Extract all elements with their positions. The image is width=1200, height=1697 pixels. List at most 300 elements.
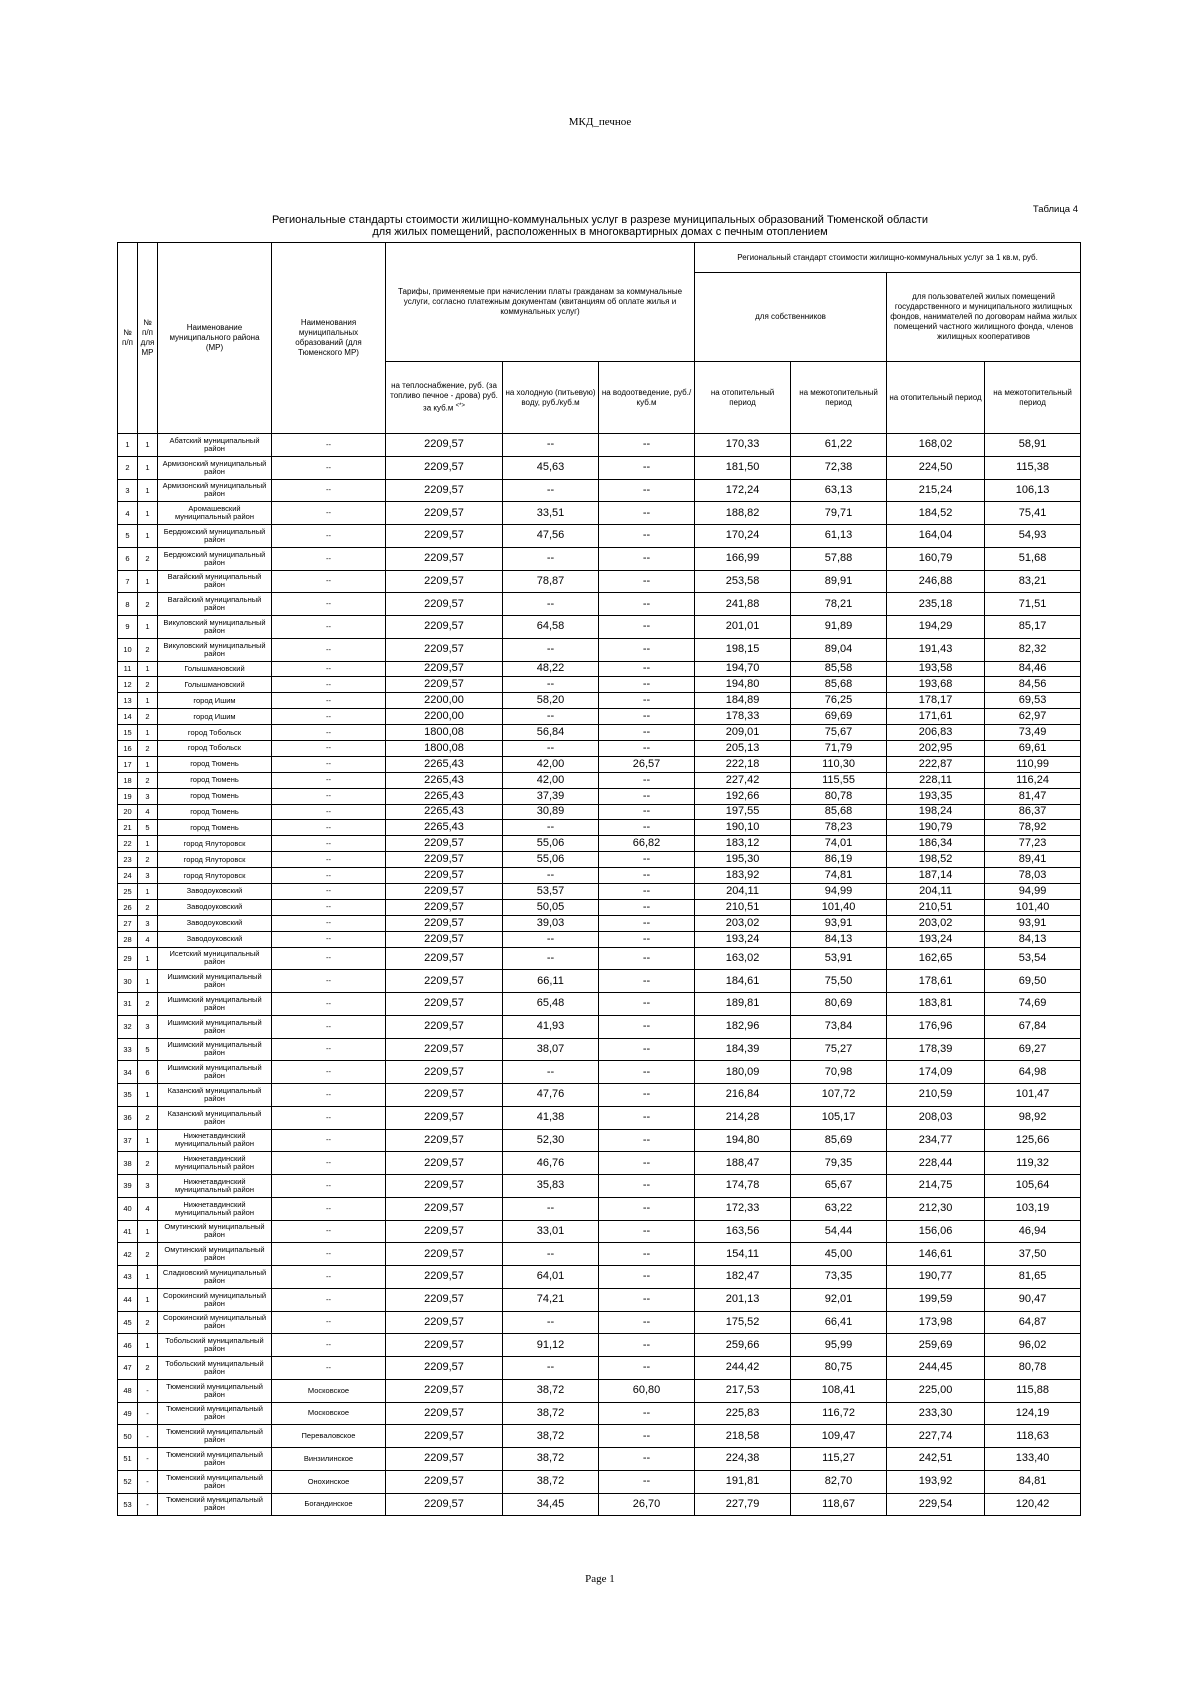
- sewerage-tariff: --: [599, 570, 695, 593]
- tenants-non-heating-value: 89,41: [985, 852, 1081, 868]
- row-number: 4: [118, 502, 138, 525]
- tenants-non-heating-value: 84,46: [985, 661, 1081, 677]
- owners-non-heating-value: 118,67: [791, 1493, 887, 1516]
- row-number: 36: [118, 1106, 138, 1129]
- row-number: 29: [118, 947, 138, 970]
- row-number: 3: [118, 479, 138, 502]
- cold-water-tariff: 47,56: [503, 525, 599, 548]
- tenants-heating-value: 173,98: [887, 1311, 985, 1334]
- table-row: [118, 693, 1081, 709]
- owners-heating-value: 184,61: [695, 970, 791, 993]
- municipality-name: --: [272, 661, 386, 677]
- owners-non-heating-value: 61,22: [791, 434, 887, 457]
- district-name: Заводоуковский: [158, 931, 272, 947]
- owners-heating-value: 170,24: [695, 525, 791, 548]
- cold-water-tariff: 58,20: [503, 693, 599, 709]
- row-number: 39: [118, 1175, 138, 1198]
- district-name: Викуловский муниципальный район: [158, 638, 272, 661]
- table-row: [118, 947, 1081, 970]
- district-name: Абатский муниципальный район: [158, 434, 272, 457]
- tenants-non-heating-value: 124,19: [985, 1402, 1081, 1425]
- cold-water-tariff: 38,72: [503, 1379, 599, 1402]
- owners-heating-value: 190,10: [695, 820, 791, 836]
- header-tariffs-group: Тарифы, применяемые при начислении платы гражданам за коммунальные услуги, согласно платежным документам (квитанциям об оплате жилья и коммунальных услуг): [386, 243, 695, 362]
- tenants-heating-value: 222,87: [887, 756, 985, 772]
- cold-water-tariff: 38,72: [503, 1425, 599, 1448]
- table-row: [118, 788, 1081, 804]
- table-row: [118, 1311, 1081, 1334]
- tenants-heating-value: 229,54: [887, 1493, 985, 1516]
- tenants-heating-value: 212,30: [887, 1197, 985, 1220]
- owners-heating-value: 201,01: [695, 616, 791, 639]
- sewerage-tariff: --: [599, 1334, 695, 1357]
- owners-non-heating-value: 116,72: [791, 1402, 887, 1425]
- sub-number: 2: [138, 1106, 158, 1129]
- sub-number: 2: [138, 1152, 158, 1175]
- owners-heating-value: 182,96: [695, 1015, 791, 1038]
- row-number: 43: [118, 1266, 138, 1289]
- tenants-non-heating-value: 64,87: [985, 1311, 1081, 1334]
- sub-number: 5: [138, 1038, 158, 1061]
- heat-tariff: 2209,57: [386, 868, 503, 884]
- tenants-non-heating-value: 101,40: [985, 899, 1081, 915]
- owners-heating-value: 203,02: [695, 915, 791, 931]
- table-row: [118, 1152, 1081, 1175]
- row-number: 1: [118, 434, 138, 457]
- header-sewerage: на водоотведение, руб./куб.м: [599, 362, 695, 434]
- heat-tariff: 2209,57: [386, 1038, 503, 1061]
- row-number: 45: [118, 1311, 138, 1334]
- table-row: [118, 709, 1081, 725]
- district-name: Армизонский муниципальный район: [158, 479, 272, 502]
- district-name: Омутинский муниципальный район: [158, 1243, 272, 1266]
- sewerage-tariff: --: [599, 852, 695, 868]
- tenants-heating-value: 193,68: [887, 677, 985, 693]
- district-name: город Тобольск: [158, 740, 272, 756]
- heat-tariff: 2209,57: [386, 993, 503, 1016]
- tenants-heating-value: 183,81: [887, 993, 985, 1016]
- sub-number: 1: [138, 725, 158, 741]
- owners-non-heating-value: 78,21: [791, 593, 887, 616]
- heat-tariff: 2265,43: [386, 804, 503, 820]
- tenants-heating-value: 193,35: [887, 788, 985, 804]
- district-name: Тюменский муниципальный район: [158, 1470, 272, 1493]
- owners-heating-value: 218,58: [695, 1425, 791, 1448]
- sub-number: 2: [138, 709, 158, 725]
- sewerage-tariff: --: [599, 677, 695, 693]
- district-name: город Тюмень: [158, 804, 272, 820]
- sewerage-tariff: --: [599, 525, 695, 548]
- table-header: [118, 243, 1081, 434]
- district-name: Тюменский муниципальный район: [158, 1448, 272, 1471]
- owners-heating-value: 259,66: [695, 1334, 791, 1357]
- tenants-non-heating-value: 98,92: [985, 1106, 1081, 1129]
- row-number: 31: [118, 993, 138, 1016]
- table-row: [118, 1448, 1081, 1471]
- owners-heating-value: 216,84: [695, 1084, 791, 1107]
- tenants-heating-value: 210,59: [887, 1084, 985, 1107]
- owners-heating-value: 194,80: [695, 677, 791, 693]
- heat-tariff: 2209,57: [386, 616, 503, 639]
- sub-number: 1: [138, 883, 158, 899]
- sub-number: 1: [138, 836, 158, 852]
- municipality-name: --: [272, 740, 386, 756]
- sub-number: 1: [138, 1288, 158, 1311]
- sewerage-tariff: --: [599, 1084, 695, 1107]
- table-row: [118, 677, 1081, 693]
- tenants-non-heating-value: 73,49: [985, 725, 1081, 741]
- table-row: [118, 725, 1081, 741]
- tenants-non-heating-value: 78,03: [985, 868, 1081, 884]
- cold-water-tariff: 41,38: [503, 1106, 599, 1129]
- owners-heating-value: 241,88: [695, 593, 791, 616]
- heat-tariff: 2209,57: [386, 1015, 503, 1038]
- owners-non-heating-value: 101,40: [791, 899, 887, 915]
- sub-number: 2: [138, 772, 158, 788]
- sub-number: 1: [138, 456, 158, 479]
- tenants-heating-value: 160,79: [887, 547, 985, 570]
- tenants-heating-value: 204,11: [887, 883, 985, 899]
- tenants-heating-value: 193,92: [887, 1470, 985, 1493]
- sub-number: 1: [138, 616, 158, 639]
- owners-heating-value: 172,33: [695, 1197, 791, 1220]
- heat-tariff: 2209,57: [386, 1266, 503, 1289]
- owners-heating-value: 172,24: [695, 479, 791, 502]
- header-tenants-non-heating: на межотопительный период: [985, 362, 1081, 434]
- cold-water-tariff: 38,72: [503, 1402, 599, 1425]
- tenants-non-heating-value: 69,53: [985, 693, 1081, 709]
- district-name: Сорокинский муниципальный район: [158, 1311, 272, 1334]
- tenants-heating-value: 178,61: [887, 970, 985, 993]
- cold-water-tariff: 64,58: [503, 616, 599, 639]
- tenants-non-heating-value: 64,98: [985, 1061, 1081, 1084]
- owners-heating-value: 217,53: [695, 1379, 791, 1402]
- heat-tariff: 2209,57: [386, 1357, 503, 1380]
- tenants-heating-value: 233,30: [887, 1402, 985, 1425]
- heat-tariff: 2209,57: [386, 1334, 503, 1357]
- owners-non-heating-value: 115,27: [791, 1448, 887, 1471]
- header-heat-footnote-mark: <*>: [455, 403, 465, 410]
- cold-water-tariff: --: [503, 709, 599, 725]
- district-name: Голышмановский: [158, 677, 272, 693]
- heat-tariff: 2209,57: [386, 547, 503, 570]
- header-owners-heating: на отопительный период: [695, 362, 791, 434]
- heat-tariff: 2209,57: [386, 836, 503, 852]
- tenants-non-heating-value: 90,47: [985, 1288, 1081, 1311]
- table-row: [118, 616, 1081, 639]
- municipality-name: --: [272, 756, 386, 772]
- sub-number: 2: [138, 899, 158, 915]
- cold-water-tariff: --: [503, 638, 599, 661]
- sewerage-tariff: 66,82: [599, 836, 695, 852]
- sub-number: -: [138, 1425, 158, 1448]
- sewerage-tariff: --: [599, 638, 695, 661]
- sub-number: 2: [138, 593, 158, 616]
- municipality-name: --: [272, 970, 386, 993]
- district-name: Аромашевский муниципальный район: [158, 502, 272, 525]
- owners-heating-value: 181,50: [695, 456, 791, 479]
- tenants-heating-value: 191,43: [887, 638, 985, 661]
- sewerage-tariff: --: [599, 1266, 695, 1289]
- sub-number: 1: [138, 1084, 158, 1107]
- owners-heating-value: 183,92: [695, 868, 791, 884]
- owners-non-heating-value: 70,98: [791, 1061, 887, 1084]
- district-name: Вагайский муниципальный район: [158, 570, 272, 593]
- cold-water-tariff: 34,45: [503, 1493, 599, 1516]
- tenants-heating-value: 146,61: [887, 1243, 985, 1266]
- table-row: [118, 931, 1081, 947]
- tenants-heating-value: 168,02: [887, 434, 985, 457]
- owners-non-heating-value: 85,68: [791, 677, 887, 693]
- sewerage-tariff: --: [599, 456, 695, 479]
- heat-tariff: 2209,57: [386, 1288, 503, 1311]
- district-name: город Тюмень: [158, 820, 272, 836]
- heat-tariff: 2209,57: [386, 502, 503, 525]
- tenants-non-heating-value: 86,37: [985, 804, 1081, 820]
- row-number: 34: [118, 1061, 138, 1084]
- tenants-heating-value: 203,02: [887, 915, 985, 931]
- sewerage-tariff: 26,57: [599, 756, 695, 772]
- row-number: 17: [118, 756, 138, 772]
- municipality-name: --: [272, 931, 386, 947]
- owners-non-heating-value: 94,99: [791, 883, 887, 899]
- municipality-name: --: [272, 820, 386, 836]
- sub-number: -: [138, 1448, 158, 1471]
- heat-tariff: 2209,57: [386, 570, 503, 593]
- tenants-non-heating-value: 67,84: [985, 1015, 1081, 1038]
- owners-non-heating-value: 74,81: [791, 868, 887, 884]
- owners-non-heating-value: 63,22: [791, 1197, 887, 1220]
- cold-water-tariff: 47,76: [503, 1084, 599, 1107]
- municipality-name: --: [272, 1152, 386, 1175]
- sewerage-tariff: --: [599, 1197, 695, 1220]
- heat-tariff: 2209,57: [386, 593, 503, 616]
- municipality-name: --: [272, 1311, 386, 1334]
- table-row: [118, 1129, 1081, 1152]
- tenants-non-heating-value: 69,61: [985, 740, 1081, 756]
- header-heat-supply: [386, 362, 503, 434]
- cold-water-tariff: 38,07: [503, 1038, 599, 1061]
- sub-number: 6: [138, 1061, 158, 1084]
- sewerage-tariff: --: [599, 1152, 695, 1175]
- table-row: [118, 638, 1081, 661]
- owners-non-heating-value: 84,13: [791, 931, 887, 947]
- tenants-non-heating-value: 94,99: [985, 883, 1081, 899]
- sewerage-tariff: --: [599, 1061, 695, 1084]
- table-row: [118, 970, 1081, 993]
- sub-number: 2: [138, 1357, 158, 1380]
- tenants-non-heating-value: 84,81: [985, 1470, 1081, 1493]
- row-number: 14: [118, 709, 138, 725]
- owners-non-heating-value: 79,35: [791, 1152, 887, 1175]
- heat-tariff: 2209,57: [386, 1448, 503, 1471]
- cold-water-tariff: 53,57: [503, 883, 599, 899]
- row-number: 38: [118, 1152, 138, 1175]
- page-footer: Page 1: [585, 1573, 615, 1585]
- owners-non-heating-value: 45,00: [791, 1243, 887, 1266]
- heat-tariff: 2209,57: [386, 883, 503, 899]
- table-row: [118, 1470, 1081, 1493]
- tenants-non-heating-value: 81,65: [985, 1266, 1081, 1289]
- sub-number: -: [138, 1379, 158, 1402]
- heat-tariff: 2209,57: [386, 1379, 503, 1402]
- district-name: Ишимский муниципальный район: [158, 993, 272, 1016]
- municipality-name: --: [272, 1106, 386, 1129]
- table-row: [118, 993, 1081, 1016]
- heat-tariff: 2200,00: [386, 709, 503, 725]
- tenants-non-heating-value: 106,13: [985, 479, 1081, 502]
- tenants-heating-value: 208,03: [887, 1106, 985, 1129]
- municipality-name: --: [272, 1288, 386, 1311]
- owners-heating-value: 166,99: [695, 547, 791, 570]
- sewerage-tariff: --: [599, 788, 695, 804]
- tenants-non-heating-value: 83,21: [985, 570, 1081, 593]
- cold-water-tariff: --: [503, 1357, 599, 1380]
- tenants-non-heating-value: 118,63: [985, 1425, 1081, 1448]
- table-row: [118, 1061, 1081, 1084]
- sub-number: 2: [138, 852, 158, 868]
- sewerage-tariff: --: [599, 772, 695, 788]
- cold-water-tariff: --: [503, 1061, 599, 1084]
- district-name: Сладковский муниципальный район: [158, 1266, 272, 1289]
- owners-non-heating-value: 65,67: [791, 1175, 887, 1198]
- owners-non-heating-value: 53,91: [791, 947, 887, 970]
- municipality-name: --: [272, 852, 386, 868]
- owners-heating-value: 180,09: [695, 1061, 791, 1084]
- municipality-name: Московское: [272, 1402, 386, 1425]
- sub-number: 1: [138, 1129, 158, 1152]
- district-name: Нижнетавдинский муниципальный район: [158, 1175, 272, 1198]
- municipality-name: --: [272, 1243, 386, 1266]
- sewerage-tariff: --: [599, 661, 695, 677]
- cold-water-tariff: --: [503, 593, 599, 616]
- district-name: город Тюмень: [158, 772, 272, 788]
- tenants-heating-value: 234,77: [887, 1129, 985, 1152]
- district-name: Омутинский муниципальный район: [158, 1220, 272, 1243]
- tenants-heating-value: 228,11: [887, 772, 985, 788]
- owners-heating-value: 222,18: [695, 756, 791, 772]
- table-row: [118, 756, 1081, 772]
- tenants-heating-value: 164,04: [887, 525, 985, 548]
- sewerage-tariff: --: [599, 820, 695, 836]
- header-owners-non-heating: на межотопительный период: [791, 362, 887, 434]
- sub-number: 3: [138, 1175, 158, 1198]
- municipality-name: --: [272, 693, 386, 709]
- sewerage-tariff: --: [599, 1402, 695, 1425]
- table-row: [118, 820, 1081, 836]
- owners-non-heating-value: 73,35: [791, 1266, 887, 1289]
- owners-non-heating-value: 54,44: [791, 1220, 887, 1243]
- caption-line-2: для жилых помещений, расположенных в многоквартирных домах с печным отоплением: [372, 226, 828, 238]
- cold-water-tariff: 56,84: [503, 725, 599, 741]
- sewerage-tariff: --: [599, 1357, 695, 1380]
- cold-water-tariff: 64,01: [503, 1266, 599, 1289]
- sewerage-tariff: --: [599, 1448, 695, 1471]
- header-owners-group: для собственников: [695, 273, 887, 362]
- heat-tariff: 2209,57: [386, 1106, 503, 1129]
- owners-non-heating-value: 73,84: [791, 1015, 887, 1038]
- tenants-non-heating-value: 58,91: [985, 434, 1081, 457]
- tenants-heating-value: 199,59: [887, 1288, 985, 1311]
- municipality-name: --: [272, 1038, 386, 1061]
- owners-heating-value: 253,58: [695, 570, 791, 593]
- heat-tariff: 2209,57: [386, 1402, 503, 1425]
- municipality-name: --: [272, 709, 386, 725]
- table-row: [118, 915, 1081, 931]
- district-name: город Ишим: [158, 693, 272, 709]
- owners-non-heating-value: 115,55: [791, 772, 887, 788]
- sub-number: 1: [138, 479, 158, 502]
- sewerage-tariff: --: [599, 1288, 695, 1311]
- row-number: 48: [118, 1379, 138, 1402]
- table-row: [118, 434, 1081, 457]
- heat-tariff: 2209,57: [386, 677, 503, 693]
- sewerage-tariff: --: [599, 740, 695, 756]
- municipality-name: --: [272, 804, 386, 820]
- tenants-non-heating-value: 93,91: [985, 915, 1081, 931]
- tenants-heating-value: 186,34: [887, 836, 985, 852]
- table-row: [118, 1288, 1081, 1311]
- tenants-non-heating-value: 77,23: [985, 836, 1081, 852]
- table-row: [118, 836, 1081, 852]
- tenants-non-heating-value: 96,02: [985, 1334, 1081, 1357]
- table-row: [118, 1038, 1081, 1061]
- heat-tariff: 1800,08: [386, 725, 503, 741]
- owners-non-heating-value: 85,68: [791, 804, 887, 820]
- row-number: 12: [118, 677, 138, 693]
- tenants-non-heating-value: 120,42: [985, 1493, 1081, 1516]
- row-number: 21: [118, 820, 138, 836]
- sub-number: 4: [138, 931, 158, 947]
- tenants-non-heating-value: 69,27: [985, 1038, 1081, 1061]
- owners-non-heating-value: 57,88: [791, 547, 887, 570]
- sewerage-tariff: --: [599, 693, 695, 709]
- sub-number: 4: [138, 1197, 158, 1220]
- owners-non-heating-value: 93,91: [791, 915, 887, 931]
- heat-tariff: 2200,00: [386, 693, 503, 709]
- cold-water-tariff: 39,03: [503, 915, 599, 931]
- heat-tariff: 1800,08: [386, 740, 503, 756]
- heat-tariff: 2209,57: [386, 1243, 503, 1266]
- heat-tariff: 2209,57: [386, 947, 503, 970]
- heat-tariff: 2209,57: [386, 434, 503, 457]
- table-row: [118, 661, 1081, 677]
- heat-tariff: 2209,57: [386, 1152, 503, 1175]
- tenants-heating-value: 225,00: [887, 1379, 985, 1402]
- row-number: 6: [118, 547, 138, 570]
- row-number: 8: [118, 593, 138, 616]
- heat-tariff: 2209,57: [386, 1084, 503, 1107]
- municipality-name: --: [272, 638, 386, 661]
- tenants-non-heating-value: 71,51: [985, 593, 1081, 616]
- sub-number: 2: [138, 740, 158, 756]
- owners-non-heating-value: 63,13: [791, 479, 887, 502]
- sub-number: -: [138, 1470, 158, 1493]
- tenants-heating-value: 227,74: [887, 1425, 985, 1448]
- row-number: 5: [118, 525, 138, 548]
- district-name: Ишимский муниципальный район: [158, 970, 272, 993]
- owners-non-heating-value: 91,89: [791, 616, 887, 639]
- tenants-heating-value: 224,50: [887, 456, 985, 479]
- tenants-heating-value: 156,06: [887, 1220, 985, 1243]
- cold-water-tariff: 33,51: [503, 502, 599, 525]
- district-name: город Ялуторовск: [158, 868, 272, 884]
- owners-heating-value: 163,56: [695, 1220, 791, 1243]
- cold-water-tariff: --: [503, 479, 599, 502]
- tenants-heating-value: 228,44: [887, 1152, 985, 1175]
- row-number: 24: [118, 868, 138, 884]
- sub-number: 1: [138, 756, 158, 772]
